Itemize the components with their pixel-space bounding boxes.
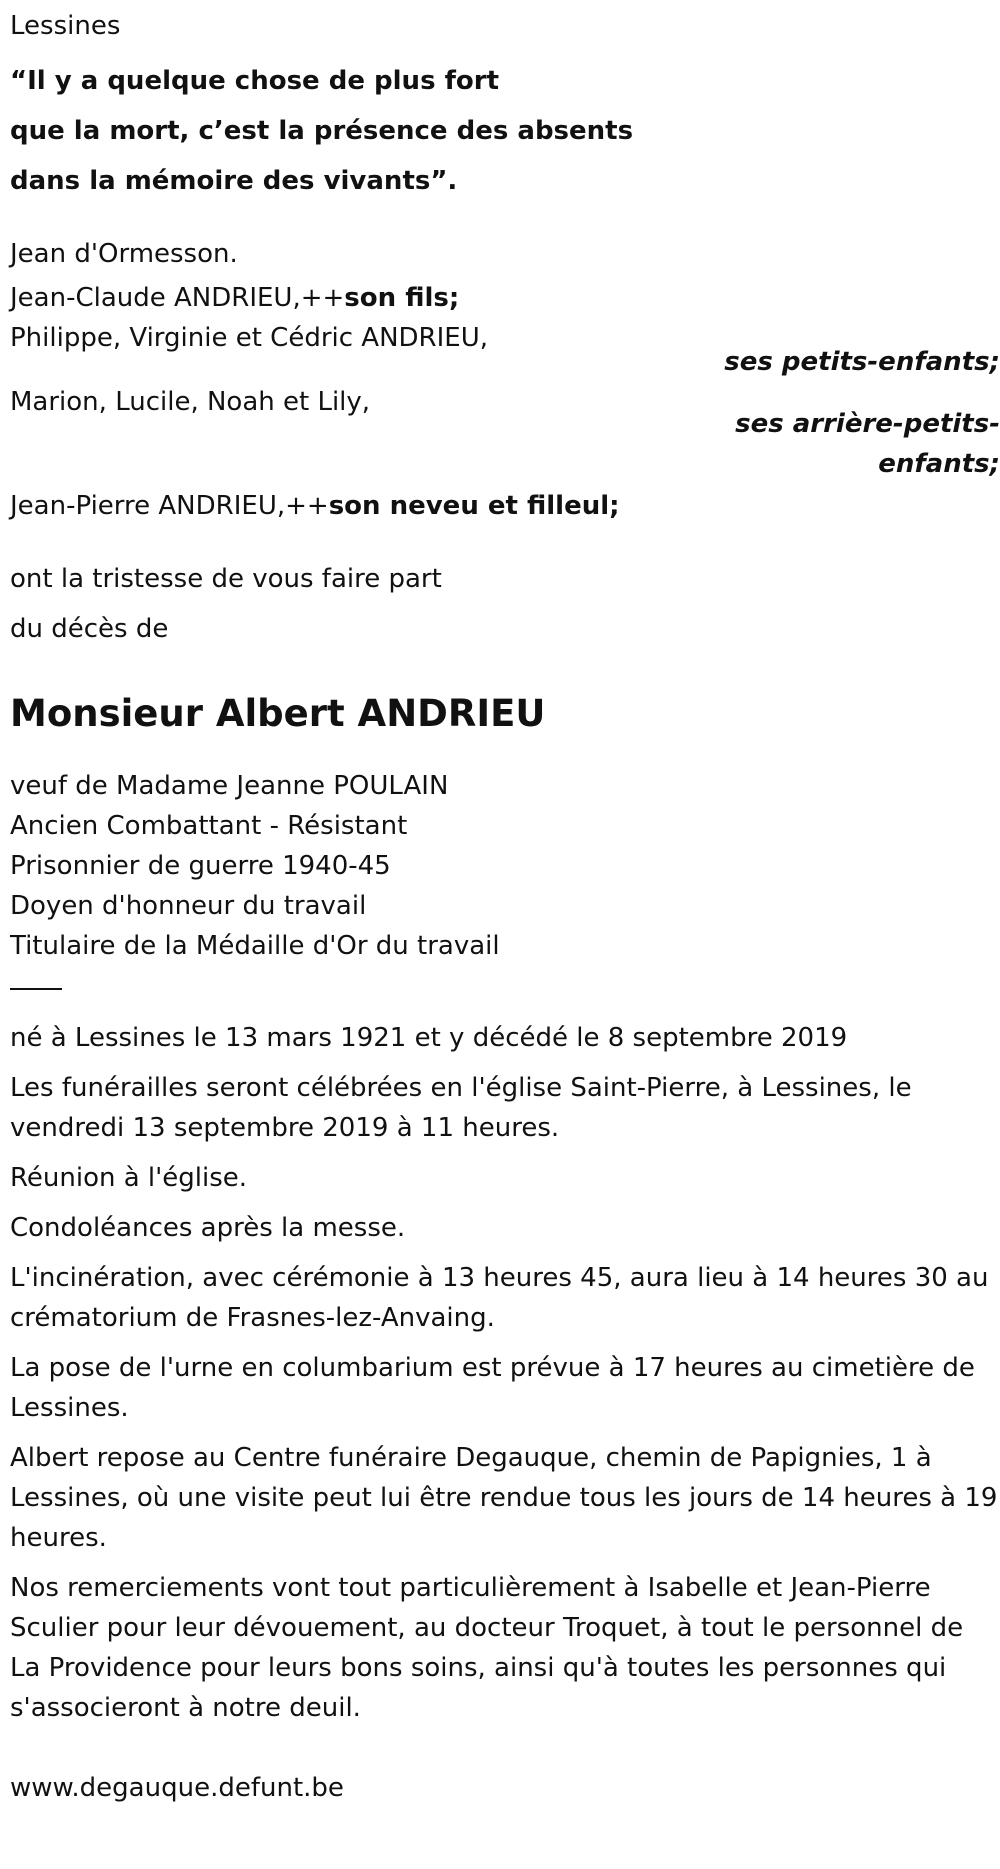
deceased-titles [10, 766, 1000, 966]
quote-line-1: “Il y a quelque chose de plus fort [10, 66, 500, 96]
title-line-3: Prisonnier de guerre 1940-45 [10, 851, 391, 881]
great-grandchildren-role: ses arrière-petits-enfants; [735, 409, 1000, 479]
grandchildren-role: ses petits-enfants; [724, 347, 1000, 377]
nephew-name: Jean-Pierre ANDRIEU,++ [10, 491, 329, 521]
quote-line-2: que la mort, c’est la présence des absents [10, 116, 634, 146]
son-name: Jean-Claude ANDRIEU,++ [10, 283, 345, 313]
thanks-text: Nos remerciements vont tout particulièrement à Isabelle et Jean-Pierre Sculier pour leur dévouement, au docteur Troquet, à tout le personnel de La Providence pour leurs bons soins, ainsi qu'à toutes les personnes qui s'associeront à notre deuil. [10, 1573, 964, 1723]
nephew-role: son neveu et filleul; [328, 491, 620, 521]
condolences-text: Condoléances après la messe. [10, 1213, 406, 1243]
family-nephew [10, 486, 1000, 526]
separator-line [10, 968, 62, 990]
title-line-4: Doyen d'honneur du travail [10, 891, 367, 921]
family-list [10, 278, 1000, 526]
title-line-1: veuf de Madame Jeanne POULAIN [10, 771, 449, 801]
quote-author: Jean d'Ormesson. [10, 239, 238, 269]
grandchildren-names: Philippe, Virginie et Cédric ANDRIEU, [10, 323, 489, 353]
meeting-text: Réunion à l'église. [10, 1163, 248, 1193]
urn-text: La pose de l'urne en columbarium est prévue à 17 heures au cimetière de Lessines. [10, 1353, 975, 1423]
deceased-name: Monsieur Albert ANDRIEU [10, 692, 546, 735]
details-block [10, 1018, 1000, 1728]
quote-block [10, 56, 1000, 206]
cremation-text: L'incinération, avec cérémonie à 13 heures 45, aura lieu à 14 heures 30 au crématorium de Frasnes-lez-Anvaing. [10, 1263, 989, 1333]
quote-line-3: dans la mémoire des vivants”. [10, 166, 458, 196]
family-great-grandchildren [10, 382, 1000, 486]
birth-death-text: né à Lessines le 13 mars 1921 et y décédé le 8 septembre 2019 [10, 1023, 848, 1053]
rests-text: Albert repose au Centre funéraire Degauque, chemin de Papignies, 1 à Lessines, où une visite peut lui être rendue tous les jours de 14 heures à 19 heures. [10, 1443, 998, 1553]
family-grandchildren [10, 318, 1000, 382]
announcement-block [10, 554, 1000, 654]
title-line-2: Ancien Combattant - Résistant [10, 811, 408, 841]
announcement-line-2: du décès de [10, 614, 169, 644]
announcement-line-1: ont la tristesse de vous faire part [10, 564, 442, 594]
city-label: Lessines [10, 11, 121, 41]
funeral-text: Les funérailles seront célébrées en l'église Saint-Pierre, à Lessines, le vendredi 13 septembre 2019 à 11 heures. [10, 1073, 912, 1143]
title-line-5: Titulaire de la Médaille d'Or du travail [10, 931, 500, 961]
great-grandchildren-names: Marion, Lucile, Noah et Lily, [10, 387, 371, 417]
family-son [10, 278, 1000, 318]
son-role: son fils; [344, 283, 460, 313]
website-link[interactable]: www.degauque.defunt.be [10, 1773, 344, 1803]
